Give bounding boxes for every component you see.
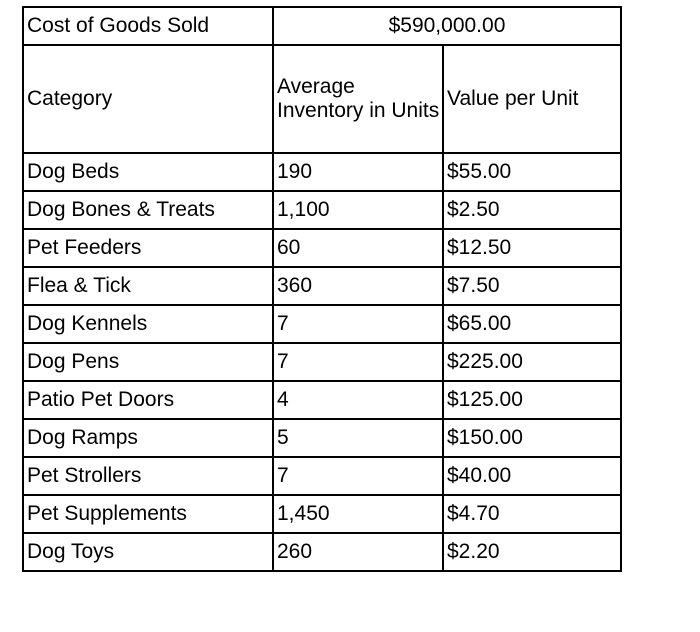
category-cell[interactable]: Dog Beds [23, 153, 273, 191]
category-cell[interactable]: Dog Pens [23, 343, 273, 381]
value-per-unit-cell[interactable]: $150.00 [443, 419, 621, 457]
table-row [23, 229, 621, 267]
table-row [23, 267, 621, 305]
table-row [23, 381, 621, 419]
category-cell[interactable]: Pet Strollers [23, 457, 273, 495]
value-per-unit-header-cell[interactable]: Value per Unit [443, 45, 621, 153]
category-cell[interactable]: Dog Kennels [23, 305, 273, 343]
avg-inventory-cell[interactable]: 7 [273, 457, 443, 495]
inventory-table [22, 6, 622, 572]
value-per-unit-cell[interactable]: $55.00 [443, 153, 621, 191]
table-row [23, 191, 621, 229]
header-row [23, 45, 621, 153]
avg-inventory-header-cell[interactable]: Average Inventory in Units [273, 45, 443, 153]
table-row [23, 153, 621, 191]
category-header-cell[interactable]: Category [23, 45, 273, 153]
value-per-unit-cell[interactable]: $65.00 [443, 305, 621, 343]
table-row [23, 533, 621, 571]
category-cell[interactable]: Dog Toys [23, 533, 273, 571]
avg-inventory-cell[interactable]: 260 [273, 533, 443, 571]
table-row [23, 419, 621, 457]
avg-inventory-cell[interactable]: 5 [273, 419, 443, 457]
cogs-label-cell[interactable]: Cost of Goods Sold [23, 7, 273, 45]
category-cell[interactable]: Dog Ramps [23, 419, 273, 457]
avg-inventory-cell[interactable]: 1,100 [273, 191, 443, 229]
avg-inventory-cell[interactable]: 360 [273, 267, 443, 305]
category-cell[interactable]: Patio Pet Doors [23, 381, 273, 419]
value-per-unit-cell[interactable]: $12.50 [443, 229, 621, 267]
category-cell[interactable]: Pet Feeders [23, 229, 273, 267]
avg-inventory-cell[interactable]: 4 [273, 381, 443, 419]
cogs-value-cell[interactable]: $590,000.00 [273, 7, 621, 45]
avg-inventory-cell[interactable]: 7 [273, 305, 443, 343]
value-per-unit-cell[interactable]: $225.00 [443, 343, 621, 381]
category-cell[interactable]: Flea & Tick [23, 267, 273, 305]
category-cell[interactable]: Pet Supplements [23, 495, 273, 533]
cogs-row [23, 7, 621, 45]
value-per-unit-cell[interactable]: $2.50 [443, 191, 621, 229]
avg-inventory-cell[interactable]: 7 [273, 343, 443, 381]
category-cell[interactable]: Dog Bones & Treats [23, 191, 273, 229]
value-per-unit-cell[interactable]: $4.70 [443, 495, 621, 533]
value-per-unit-cell[interactable]: $40.00 [443, 457, 621, 495]
table-row [23, 457, 621, 495]
avg-inventory-cell[interactable]: 190 [273, 153, 443, 191]
value-per-unit-cell[interactable]: $125.00 [443, 381, 621, 419]
avg-inventory-cell[interactable]: 60 [273, 229, 443, 267]
table-row [23, 495, 621, 533]
avg-inventory-cell[interactable]: 1,450 [273, 495, 443, 533]
value-per-unit-cell[interactable]: $2.20 [443, 533, 621, 571]
table-row [23, 343, 621, 381]
value-per-unit-cell[interactable]: $7.50 [443, 267, 621, 305]
table-row [23, 305, 621, 343]
